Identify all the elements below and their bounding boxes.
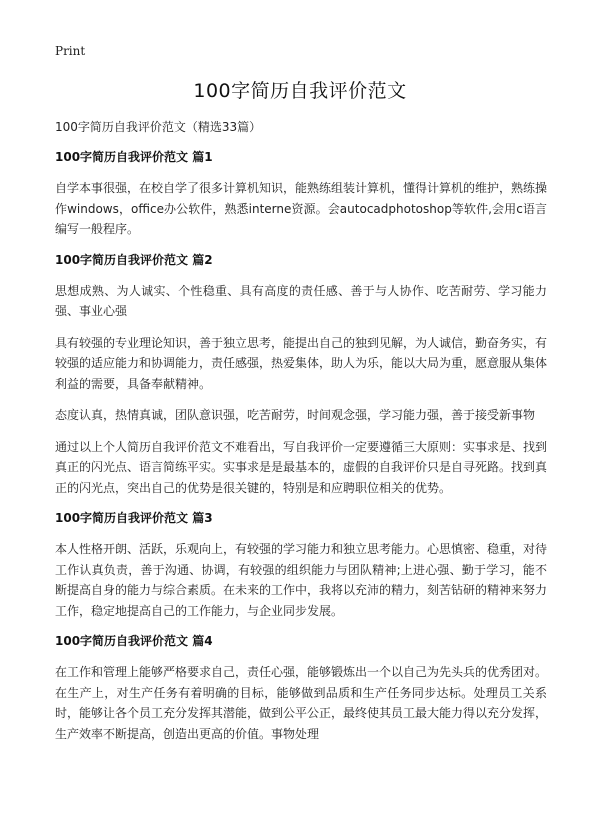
- section-4: [55, 632, 547, 744]
- document-body: [55, 118, 547, 755]
- document-subtitle: 100字简历自我评价范文（精选33篇）: [55, 120, 262, 134]
- paragraph: 本人性格开朗、活跃，乐观向上，有较强的学习能力和独立思考能力。心思慎密、稳重，对待工作认真负责，善于沟通、协调，有较强的组织能力与团队精神;上进心强、勤于学习，能不断提高自身的能力与综合素质。在未来的工作中，我将以充沛的精力，刻苦钻研的精神来努力工作，稳定地提高自己的工作能力，与企业同步发展。: [55, 542, 548, 618]
- section-heading: 100字简历自我评价范文 篇2: [55, 252, 213, 267]
- section-2: [55, 251, 547, 499]
- paragraph: 态度认真，热情真诚，团队意识强，吃苦耐劳，时间观念强，学习能力强，善于接受新事物: [55, 408, 536, 422]
- section-1: [55, 148, 547, 240]
- page-title: 100字简历自我评价范文: [193, 80, 407, 102]
- section-heading: 100字简历自我评价范文 篇3: [55, 511, 213, 525]
- paragraph: 具有较强的专业理论知识，善于独立思考，能提出自己的独到见解，为人诚信，勤奋务实，有较强的适应能力和协调能力，责任感强，热爱集体，助人为乐，能以大局为重，愿意服从集体利益的需要，具备奉献精神。: [55, 335, 548, 391]
- paragraph: 通过以上个人简历自我评价范文不难看出，写自我评价一定要遵循三大原则：实事求是、找到真正的闪光点、语言简练平实。实事求是是最基本的，虚假的自我评价只是自寻死路。找到真正的闪光点，突出自己的优势是很关键的，特别是和应聘职位相关的优势。: [55, 439, 548, 495]
- print-link[interactable]: Print: [55, 44, 86, 58]
- paragraph: 思想成熟、为人诚实、个性稳重、具有高度的责任感、善于与人协作、吃苦耐劳、学习能力强、事业心强: [55, 283, 547, 318]
- section-heading: 100字简历自我评价范文 篇1: [55, 150, 213, 164]
- paragraph: 自学本事很强，在校自学了很多计算机知识，能熟练组装计算机，懂得计算机的维护，熟练操作windows，office办公软件，熟悉interne资源。会autocadphotoshop等软件,会用c语言编写一般程序。: [55, 181, 548, 236]
- paragraph: 在工作和管理上能够严格要求自己，责任心强，能够锻炼出一个以自己为先头兵的优秀团对。在生产上，对生产任务有着明确的目标，能够做到品质和生产任务同步达标。处理员工关系时，能够让各个员工充分发挥其潜能，做到公平公正，最终使其员工最大能力得以充分发挥，生产效率不断提高，创造出更高的价值。事物处理: [55, 665, 548, 741]
- section-heading: 100字简历自我评价范文 篇4: [55, 634, 213, 648]
- section-3: [55, 509, 547, 621]
